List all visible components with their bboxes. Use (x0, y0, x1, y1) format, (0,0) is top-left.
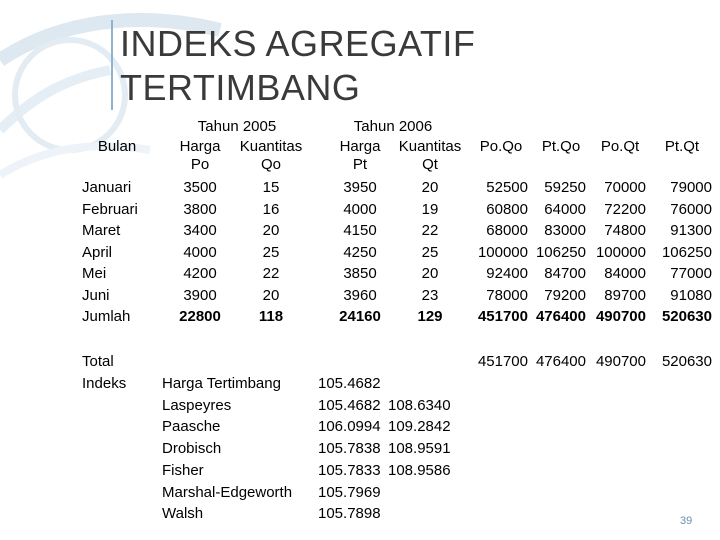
header-harga-2006: Harga (339, 138, 381, 155)
jumlah-ptqt: 520630 (661, 308, 712, 325)
cell-bulan: April (82, 243, 113, 261)
index-name: Drobisch (162, 440, 222, 458)
cell-poqo: 68000 (486, 222, 528, 239)
cell-bulan: Juni (82, 286, 110, 304)
cell-po: 3500 (183, 179, 217, 196)
index-name: Fisher (162, 461, 204, 479)
index-value-1: 106.0994 (318, 418, 381, 436)
cell-poqt: 84000 (604, 265, 646, 282)
header-tahun-2005: Tahun 2005 (197, 118, 277, 135)
index-name: Harga Tertimbang (162, 375, 281, 392)
jumlah-qo: 118 (258, 308, 284, 325)
cell-poqo: 100000 (477, 243, 528, 261)
jumlah-qt: 129 (417, 308, 443, 325)
total-poqt: 490700 (595, 353, 646, 370)
title-line-1: INDEKS AGREGATIF (120, 23, 476, 64)
index-value-2: 108.6340 (388, 396, 451, 414)
decorative-circle (15, 40, 125, 150)
cell-bulan: Maret (82, 222, 121, 239)
cell-poqt: 100000 (595, 243, 646, 261)
cell-bulan: Januari (82, 179, 132, 196)
cell-bulan: Mei (82, 265, 107, 282)
header-po: Po (190, 156, 210, 173)
cell-qt: 19 (421, 200, 439, 218)
total-poqo: 451700 (477, 353, 528, 370)
jumlah-poqo: 451700 (477, 308, 528, 325)
cell-qt: 25 (421, 243, 439, 261)
cell-po: 4200 (183, 265, 217, 282)
header-harga-2005: Harga (179, 138, 221, 155)
index-value-1: 105.7838 (318, 440, 381, 458)
header-bulan: Bulan (97, 138, 137, 155)
header-kuantitas-2006: Kuantitas (398, 138, 462, 155)
cell-qt: 20 (421, 265, 439, 282)
jumlah-pt: 24160 (339, 308, 381, 325)
cell-poqo: 78000 (486, 286, 528, 304)
cell-qo: 15 (262, 179, 280, 196)
total-ptqo: 476400 (535, 353, 586, 370)
header-tahun-2006: Tahun 2006 (353, 118, 433, 135)
header-qo: Qo (260, 156, 281, 173)
cell-ptqo: 79200 (544, 286, 586, 304)
cell-poqt: 70000 (604, 179, 646, 196)
cell-ptqt: 91080 (670, 286, 712, 304)
cell-poqo: 52500 (486, 179, 528, 196)
cell-po: 3800 (183, 200, 217, 218)
cell-qo: 20 (262, 222, 280, 239)
jumlah-poqt: 490700 (595, 308, 646, 325)
cell-po: 3400 (183, 222, 217, 239)
header-poqt: Po.Qt (600, 138, 640, 155)
cell-poqo: 92400 (486, 265, 528, 282)
cell-qt: 23 (421, 286, 439, 304)
cell-poqt: 74800 (604, 222, 646, 239)
index-value-1: 105.7969 (318, 483, 381, 501)
cell-poqt: 72200 (604, 200, 646, 218)
header-qt: Qt (422, 156, 438, 173)
cell-ptqo: 106250 (535, 243, 586, 261)
indeks-label: Indeks (82, 375, 127, 392)
page-title (120, 22, 475, 110)
header-ptqt: Pt.Qt (664, 138, 700, 155)
cell-pt: 3850 (343, 265, 377, 282)
cell-ptqo: 64000 (544, 200, 586, 218)
cell-ptqt: 106250 (661, 243, 712, 261)
cell-qt: 20 (421, 179, 439, 196)
cell-po: 3900 (183, 286, 217, 304)
index-name: Laspeyres (162, 396, 232, 414)
cell-pt: 3960 (343, 286, 377, 304)
cell-po: 4000 (183, 243, 217, 261)
index-value-1: 105.7833 (318, 461, 381, 479)
cell-ptqo: 84700 (544, 265, 586, 282)
cell-qo: 25 (262, 243, 280, 261)
index-value-2: 108.9591 (388, 440, 451, 458)
cell-pt: 4000 (343, 200, 377, 218)
total-label: Total (82, 353, 114, 370)
index-name: Paasche (162, 418, 221, 436)
index-value-1: 105.4682 (318, 375, 381, 392)
cell-qo: 22 (262, 265, 280, 282)
cell-bulan: Februari (82, 200, 138, 218)
cell-ptqt: 91300 (670, 222, 712, 239)
cell-pt: 4150 (343, 222, 377, 239)
index-name: Walsh (162, 505, 204, 523)
cell-ptqo: 59250 (544, 179, 586, 196)
cell-ptqt: 76000 (670, 200, 712, 218)
index-name: Marshal-Edgeworth (162, 483, 293, 501)
page-number: 39 (680, 515, 693, 527)
index-value-2: 108.9586 (388, 461, 451, 479)
title-line-2: TERTIMBANG (120, 67, 361, 108)
cell-poqt: 89700 (604, 286, 646, 304)
cell-qt: 22 (421, 222, 439, 239)
jumlah-label: Jumlah (82, 308, 131, 325)
cell-ptqt: 77000 (670, 265, 712, 282)
header-poqo: Po.Qo (479, 138, 523, 155)
cell-ptqo: 83000 (544, 222, 586, 239)
cell-poqo: 60800 (486, 200, 528, 218)
index-value-1: 105.4682 (318, 396, 381, 414)
index-value-1: 105.7898 (318, 505, 381, 523)
header-kuantitas-2005: Kuantitas (239, 138, 303, 155)
cell-ptqt: 79000 (670, 179, 712, 196)
jumlah-ptqo: 476400 (535, 308, 586, 325)
header-pt: Pt (352, 156, 368, 173)
cell-qo: 20 (262, 286, 280, 304)
header-ptqo: Pt.Qo (541, 138, 581, 155)
jumlah-po: 22800 (179, 308, 221, 325)
cell-qo: 16 (262, 200, 280, 218)
index-value-2: 109.2842 (388, 418, 451, 436)
cell-pt: 3950 (343, 179, 377, 196)
cell-pt: 4250 (343, 243, 377, 261)
total-ptqt: 520630 (661, 353, 712, 370)
